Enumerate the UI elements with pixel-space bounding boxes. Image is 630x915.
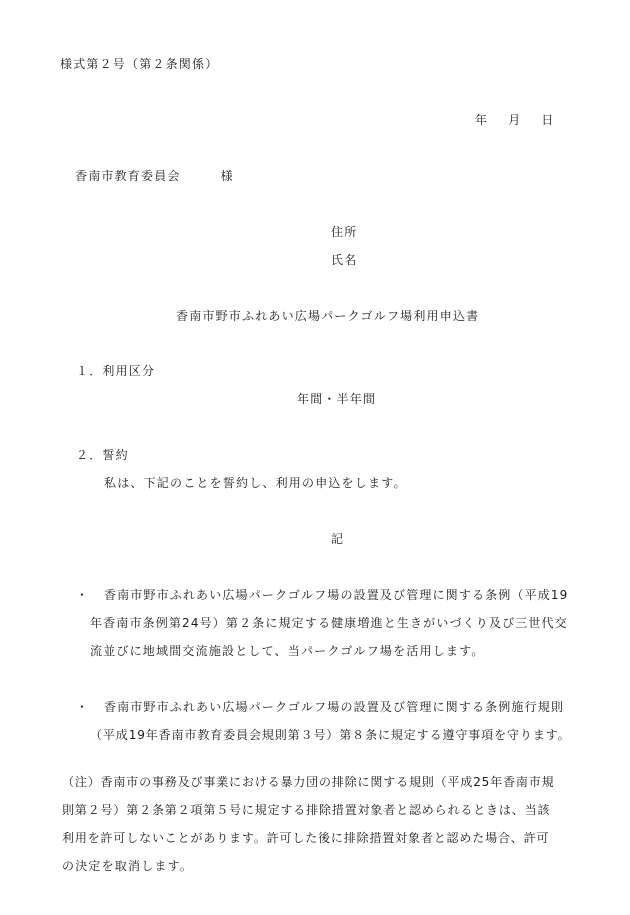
ki-heading: 記 (331, 532, 345, 546)
item-1-line-3: 流並びに地域間交流施設として、当パークゴルフ場を活用します。 (90, 644, 485, 658)
name-label: 氏名 (331, 253, 358, 267)
address-label: 住所 (331, 225, 358, 239)
item-1-line-2: 年香南市条例第24号）第２条に規定する健康増進と生きがいづくり及び三世代交 (90, 616, 568, 630)
item-1-line-1: 香南市野市ふれあい広場パークゴルフ場の設置及び管理に関する条例（平成19 (104, 588, 569, 602)
section1-heading: １．利用区分 (76, 364, 156, 378)
item-1-bullet: ・ (76, 588, 90, 602)
form-number: 様式第２号（第２条関係） (60, 57, 219, 71)
date-year-label: 年 (475, 113, 489, 127)
section1-value: 年間・半年間 (297, 392, 377, 406)
item-2-bullet: ・ (76, 700, 90, 714)
date-day-label: 日 (541, 113, 555, 127)
note-line-2: 則第２号）第２条第２項第５号に規定する排除措置対象者と認められるときは、当該 (62, 803, 551, 817)
recipient (75, 168, 234, 184)
note-line-4: の決定を取消します。 (62, 859, 194, 873)
date-month-label: 月 (508, 113, 522, 127)
section2-body: 私は、下記のことを誓約し、利用の申込をします。 (104, 476, 407, 490)
note-line-3: 利用を許可しないことがあります。許可した後に排除措置対象者と認めた場合、許可 (62, 831, 550, 845)
item-2-line-1: 香南市野市ふれあい広場パークゴルフ場の設置及び管理に関する条例施行規則 (104, 700, 565, 714)
section2-heading: ２．誓約 (76, 448, 129, 462)
note-line-1: （注）香南市の事務及び事業における暴力団の排除に関する規則（平成25年香南市規 (62, 775, 555, 789)
recipient-name: 香南市教育委員会 (75, 169, 181, 183)
item-2-line-2: （平成19年香南市教育委員会規則第３号）第８条に規定する遵守事項を守ります。 (90, 728, 571, 742)
recipient-honorific: 様 (220, 169, 234, 183)
document-title: 香南市野市ふれあい広場パークゴルフ場利用申込書 (176, 309, 480, 323)
date-line (475, 112, 555, 128)
